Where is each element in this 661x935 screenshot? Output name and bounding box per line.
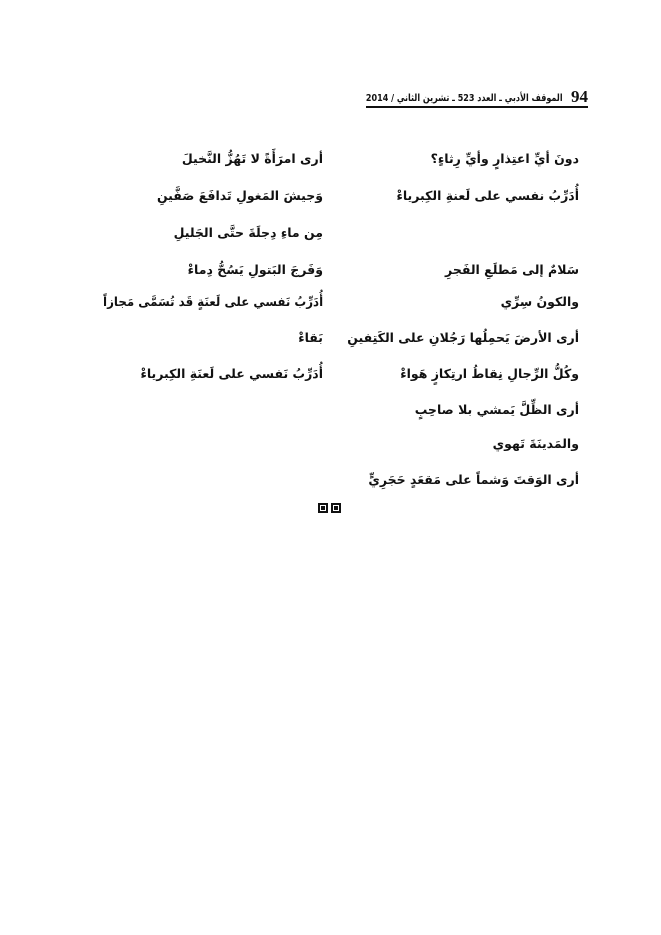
end-mark-icon: [318, 503, 341, 513]
poem-line: أُدَرِّبُ نفسي على لَعنةِ الكِبرياءْ: [396, 188, 579, 203]
poem-line: والكونُ سِرِّي: [500, 294, 579, 309]
header-rule: [366, 106, 588, 108]
poem-line: والمَدينَةَ تَهوي: [492, 436, 579, 451]
poem-line: أُدَرِّبُ نَفسي على لَعنَةِ الكِبرياءْ: [140, 366, 323, 381]
page-header: [366, 86, 588, 106]
poem-line: أرى الظِّلَّ يَمشي بلا صاحِبٍ: [414, 402, 579, 417]
poem-line: مِن ماءِ دِجلَةَ حتَّى الجَليلِ: [173, 225, 323, 240]
square-icon: [331, 503, 341, 513]
page-number: 94: [571, 87, 588, 106]
poem-line: وَفَرجَ البَتولِ يَسُحُّ دِماءْ: [187, 262, 323, 277]
poem-line: دونَ أيِّ اعتِذارٍ وأيِّ رِثاءٍ؟: [430, 151, 579, 166]
poem-line: أرى امرَأَةً لا تَهُزُّ النَّخيلَ: [181, 151, 323, 166]
poem-line: أُدَرِّبُ نَفسي على لَعنَةٍ قَد تُسَمَّى مَجازاً: [102, 294, 323, 309]
poem-line: وكُلُّ الرِّجالِ نِقاطُ ارتِكازٍ هَواءْ: [400, 366, 579, 381]
poem-line: بَقاءْ: [298, 330, 323, 345]
square-icon: [318, 503, 328, 513]
poem-line: أرى الوَقتَ وَشماً على مَقعَدٍ حَجَرِيٍّ: [368, 472, 579, 487]
poem-line: أرى الأرضَ يَحمِلُها رَجُلانِ على الكَتِفينِ: [347, 330, 579, 345]
poem-line: سَلامٌ إلى مَطلَعِ الفَجرِ: [445, 262, 579, 277]
poem-line: وَجيشَ المَغولِ تَدافَعَ صَفَّينِ: [156, 188, 323, 203]
running-title: الموقف الأدبي ـ العدد 523 ـ تشرين الثاني / 2014: [366, 93, 563, 104]
